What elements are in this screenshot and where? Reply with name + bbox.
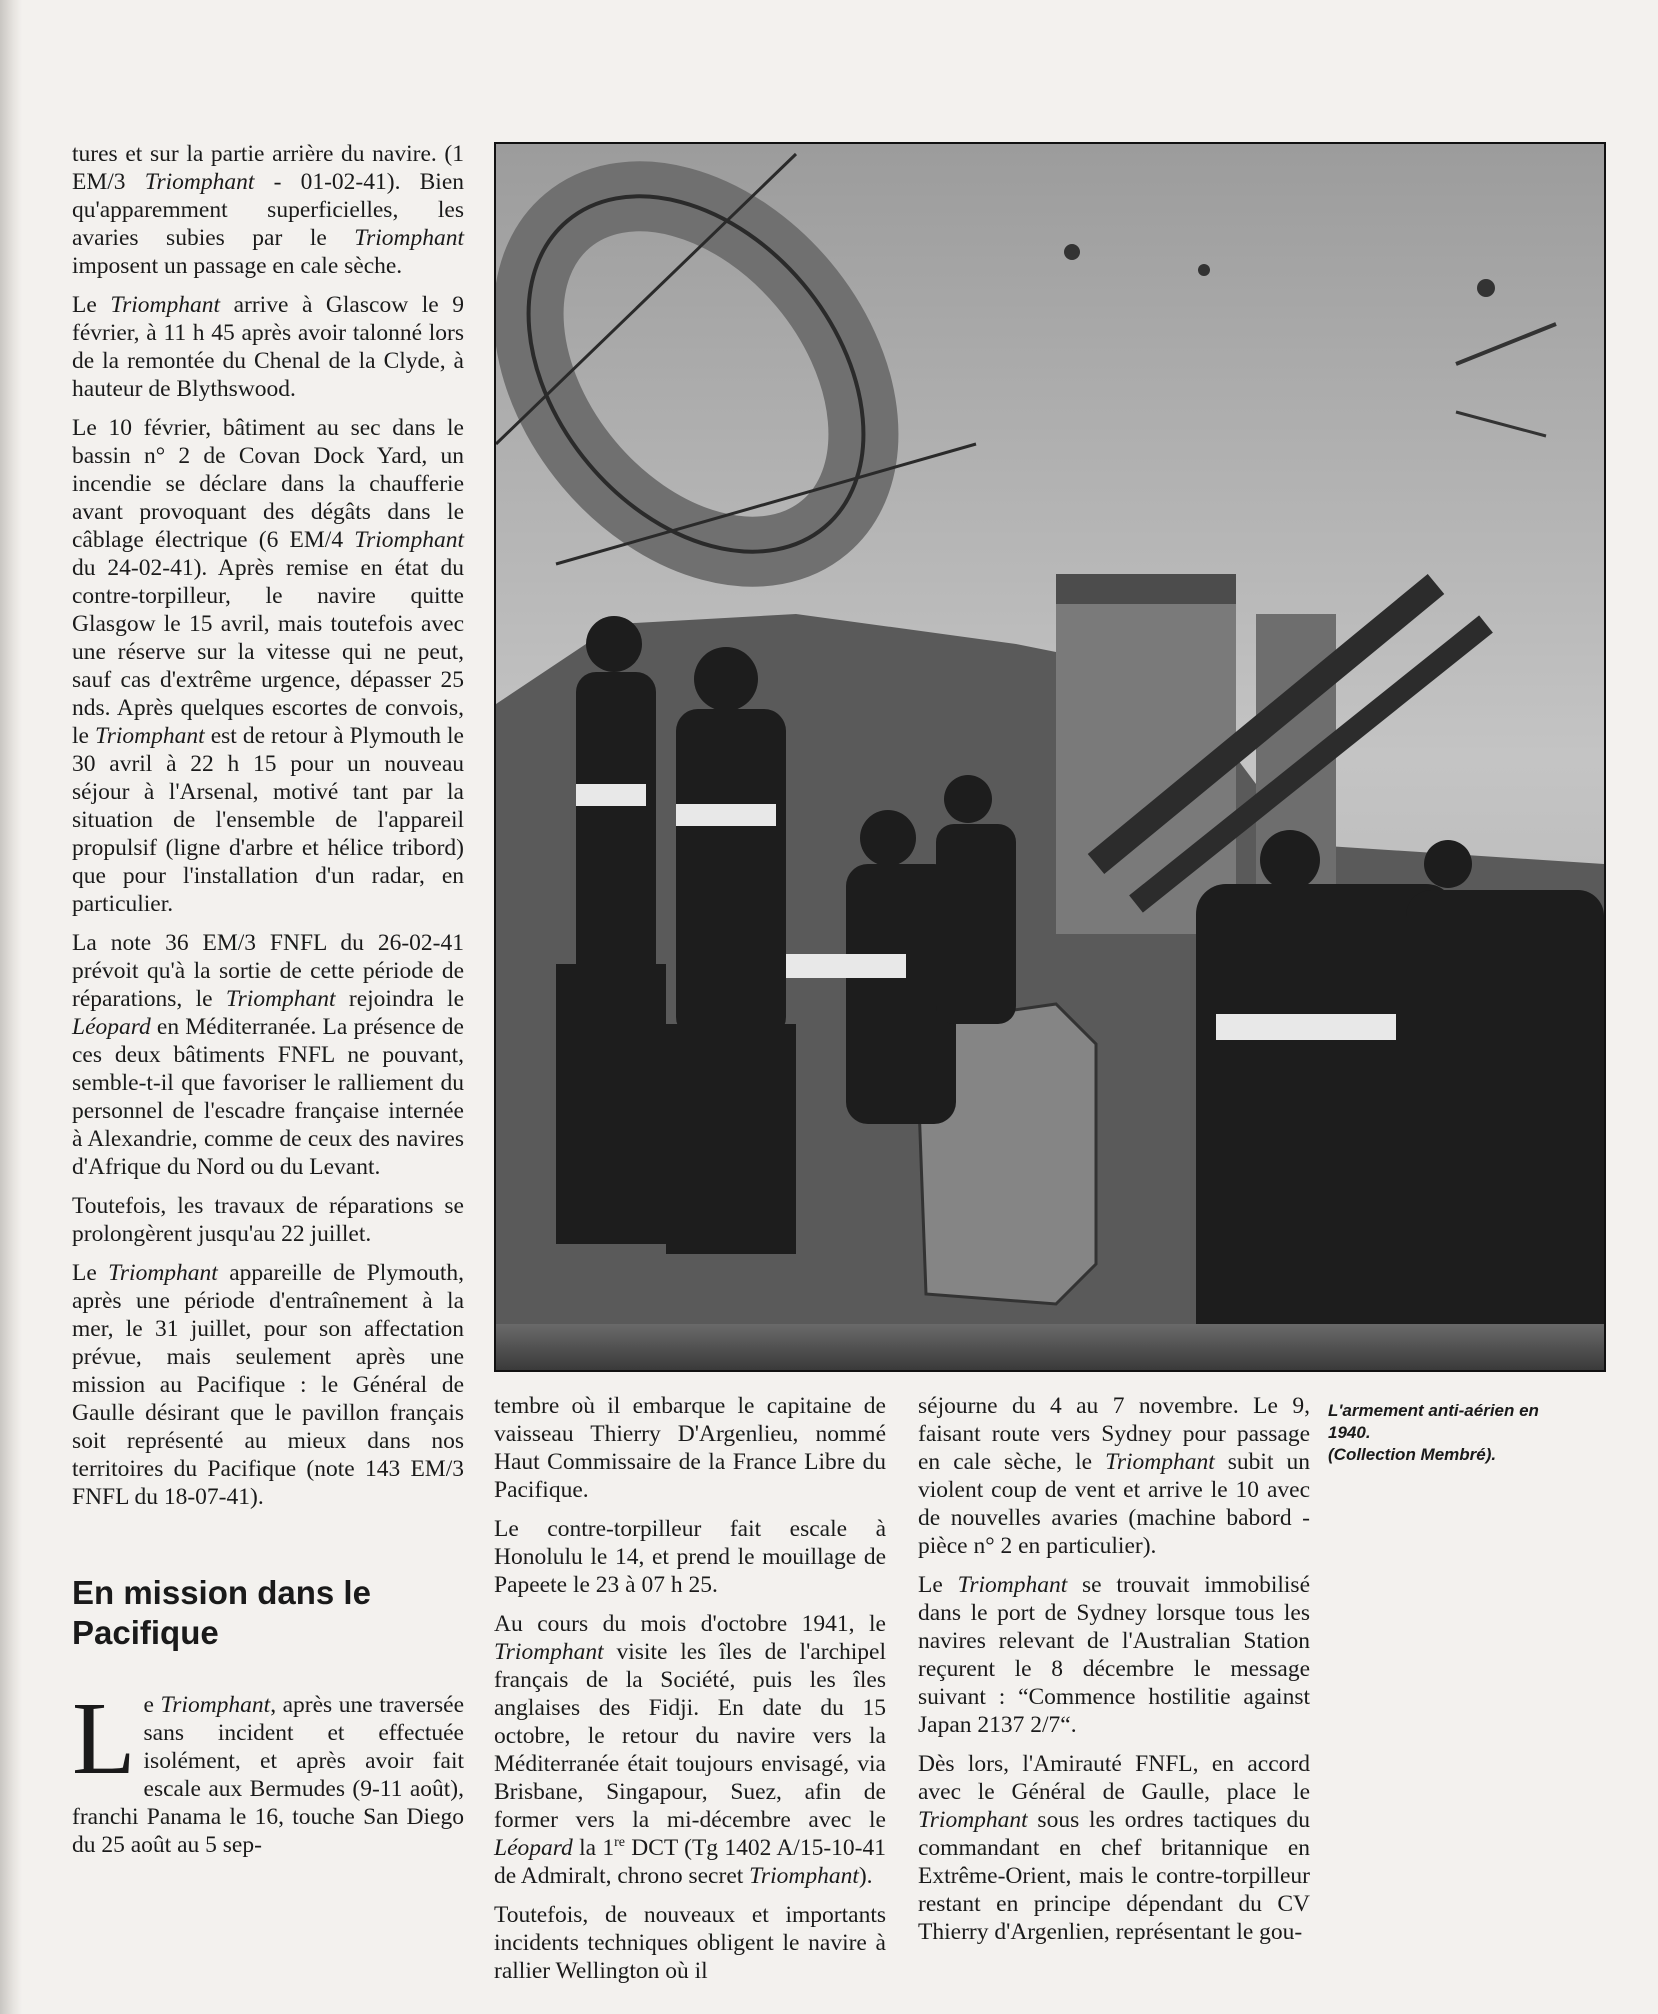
section-heading: En mission dans le Pacifique <box>72 1574 371 1651</box>
photo-illustration <box>496 144 1604 1370</box>
paragraph: Toutefois, de nouveaux et importants incidents techniques obligent le navire à rallier Wellington où il <box>494 1902 886 1984</box>
photo-anti-aircraft-crew <box>494 142 1606 1372</box>
paragraph: Dès lors, l'Amirauté FNFL, en accord avec le Général de Gaulle, place le Triomphant sous les ordres tactiques du commandant en chef britannique en Extrême-Orient, mais le contre-torpilleur restant en principe dépendant du CV Thierry d'Argenlien, représentant le gou- <box>918 1751 1310 1945</box>
paragraph: Le contre-torpilleur fait escale à Honolulu le 14, et prend le mouillage de Papeete le 23 à 07 h 25. <box>494 1516 886 1598</box>
drop-cap: L <box>72 1681 136 1796</box>
caption-line: L'armement anti-aérien en 1940. <box>1328 1401 1539 1442</box>
paragraph: Le 10 février, bâtiment au sec dans le bassin n° 2 de Covan Dock Yard, un incendie se déclare dans la chaufferie avant provoquant des dégâts dans le câblage électrique (6 EM/4 Triomphant du 24-02-41). Après remise en état du contre-torpilleur, le navire quitte Glasgow le 15 avril, mais toutefois avec une réserve sur la vitesse qui ne peut, sauf cas d'extrême urgence, dépasser 25 nds. Après quelques escortes de convois, le Triomphant est de retour à Plymouth le 30 avril à 22 h 15 pour un nouveau séjour à l'Arsenal, motivé tant par la situation de l'ensemble de l'appareil propulsif (ligne d'arbre et hélice tribord) que pour l'installation d'un radar, en particulier. <box>72 415 464 917</box>
paragraph: tures et sur la partie arrière du navire. (1 EM/3 Triomphant - 01-02-41). Bien qu'apparemment superficielles, les avaries subies par le Triomphant imposent un passage en cale sèche. <box>72 141 465 279</box>
paragraph: Le Triomphant arrive à Glascow le 9 février, à 11 h 45 après avoir talonné lors de la remontée du Chenal de la Clyde, à hauteur de Blythswood. <box>72 292 464 402</box>
text-column-3 <box>918 1392 1310 1957</box>
paragraph: Le Triomphant appareille de Plymouth, après une période d'entraînement à la mer, le 31 juillet, pour son affectation prévue, mais seulement après une mission au Pacifique : le Général de Gaulle désirant que le pavillon français soit représenté au mieux dans nos territoires du Pacifique (note 143 EM/3 FNFL du 18-07-41). <box>72 1260 464 1510</box>
paragraph: Au cours du mois d'octobre 1941, le Triomphant visite les îles de l'archipel français de la Société, puis les îles anglaises des Fidji. En date du 15 octobre, le retour du navire vers la Méditerranée était toujours envisagé, via Brisbane, Singapour, Suez, afin de former vers la mi-décembre avec le Léopard la 1re DCT (Tg 1402 A/15-10-41 de Admiralt, chrono secret Triomphant). <box>494 1611 886 1889</box>
page-binding-shadow <box>0 0 22 2014</box>
text-column-2 <box>494 1392 886 1996</box>
paragraph: tembre où il embarque le capitaine de vaisseau Thierry D'Argenlieu, nommé Haut Commissaire de la France Libre du Pacifique. <box>494 1393 886 1503</box>
paragraph: La note 36 EM/3 FNFL du 26-02-41 prévoit qu'à la sortie de cette période de réparations, le Triomphant rejoindra le Léopard en Méditerranée. La présence de ces deux bâtiments FNFL ne pouvant, semble-t-il que favoriser le ralliement du personnel de l'escadre française internée à Alexandrie, comme de ceux des navires d'Afrique du Nord ou du Levant. <box>72 930 464 1180</box>
paragraph: Le Triomphant, après une traversée sans incident et effectuée isolément, et après avoir fait escale aux Bermudes (9-11 août), franchi Panama le 16, touche San Diego du 25 août au 5 sep- <box>72 1681 464 1858</box>
paragraph: Toutefois, les travaux de réparations se prolongèrent jusqu'au 22 juillet. <box>72 1193 464 1247</box>
paragraph: séjourne du 4 au 7 novembre. Le 9, faisant route vers Sydney pour passage en cale sèche, le Triomphant subit un violent coup de vent et arrive le 10 avec de nouvelles avaries (machine babord - pièce n° 2 en particulier). <box>918 1393 1310 1559</box>
caption-credit: (Collection Membré). <box>1328 1445 1497 1464</box>
photo-caption <box>1328 1400 1578 1466</box>
paragraph: Le Triomphant se trouvait immobilisé dans le port de Sydney lorsque tous les navires relevant de l'Australian Station reçurent le 8 décembre le message suivant : “Commence hostilitie against Japan 2137 2/7“. <box>918 1572 1310 1738</box>
text-column-1 <box>72 140 464 1870</box>
